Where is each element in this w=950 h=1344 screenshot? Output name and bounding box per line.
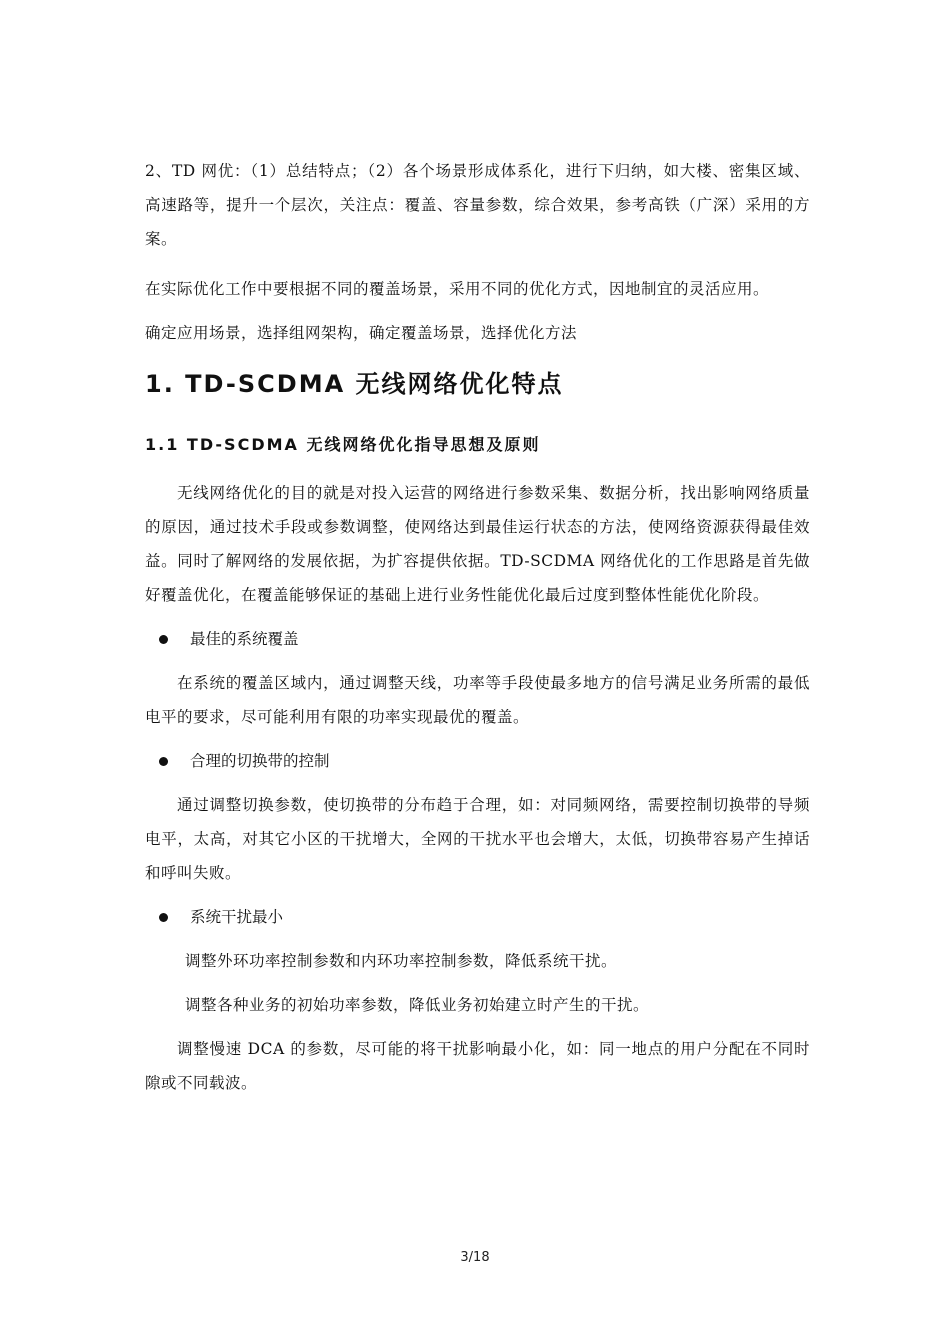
section-1-heading: 1. TD-SCDMA 无线网络优化特点 xyxy=(145,370,564,398)
bullet-item-interference xyxy=(145,900,810,934)
bullet-icon xyxy=(159,913,168,922)
bullet-title: 最佳的系统覆盖 xyxy=(190,630,299,648)
page-number: 3/18 xyxy=(460,1250,490,1265)
bullet-title: 系统干扰最小 xyxy=(190,908,284,926)
intro-paragraph-1: 2、TD 网优：（1）总结特点；（2）各个场景形成体系化，进行下归纳，如大楼、密集区域、高速路等，提升一个层次，关注点：覆盖、容量参数，综合效果，参考高铁（广深）采用的方案。 xyxy=(145,162,810,248)
bullet-item-handover xyxy=(145,744,810,778)
bullet-icon xyxy=(159,757,168,766)
bullet-paragraph: 调整各种业务的初始功率参数，降低业务初始建立时产生的干扰。 xyxy=(185,996,650,1014)
section-1-1-body: 无线网络优化的目的就是对投入运营的网络进行参数采集、数据分析，找出影响网络质量的原因，通过技术手段或参数调整，使网络达到最佳运行状态的方法，使网络资源获得最佳效益。同时了解网络的发展依据，为扩容提供依据。TD-SCDMA 网络优化的工作思路是首先做好覆盖优化，在覆盖能够保证的基础上进行业务性能优化最后过度到整体性能优化阶段。 xyxy=(145,484,810,604)
page-content xyxy=(145,154,810,1100)
bullet-item-coverage xyxy=(145,622,810,656)
bullet-paragraph: 在系统的覆盖区域内，通过调整天线，功率等手段使最多地方的信号满足业务所需的最低电平的要求，尽可能利用有限的功率实现最优的覆盖。 xyxy=(145,674,810,726)
bullet-paragraph: 调整慢速 DCA 的参数，尽可能的将干扰影响最小化，如：同一地点的用户分配在不同时隙或不同载波。 xyxy=(145,1040,810,1092)
bullet-paragraph: 调整外环功率控制参数和内环功率控制参数，降低系统干扰。 xyxy=(185,952,618,970)
intro-paragraph-3: 确定应用场景，选择组网架构，确定覆盖场景，选择优化方法 xyxy=(145,324,578,342)
bullet-title: 合理的切换带的控制 xyxy=(190,752,330,770)
bullet-icon xyxy=(159,635,168,644)
intro-paragraph-2: 在实际优化工作中要根据不同的覆盖场景，采用不同的优化方式，因地制宜的灵活应用。 xyxy=(145,280,770,298)
section-1-1-heading: 1.1 TD-SCDMA 无线网络优化指导思想及原则 xyxy=(145,435,541,454)
bullet-paragraph: 通过调整切换参数，使切换带的分布趋于合理，如：对同频网络，需要控制切换带的导频电平，太高，对其它小区的干扰增大，全网的干扰水平也会增大，太低，切换带容易产生掉话和呼叫失败。 xyxy=(145,796,810,882)
